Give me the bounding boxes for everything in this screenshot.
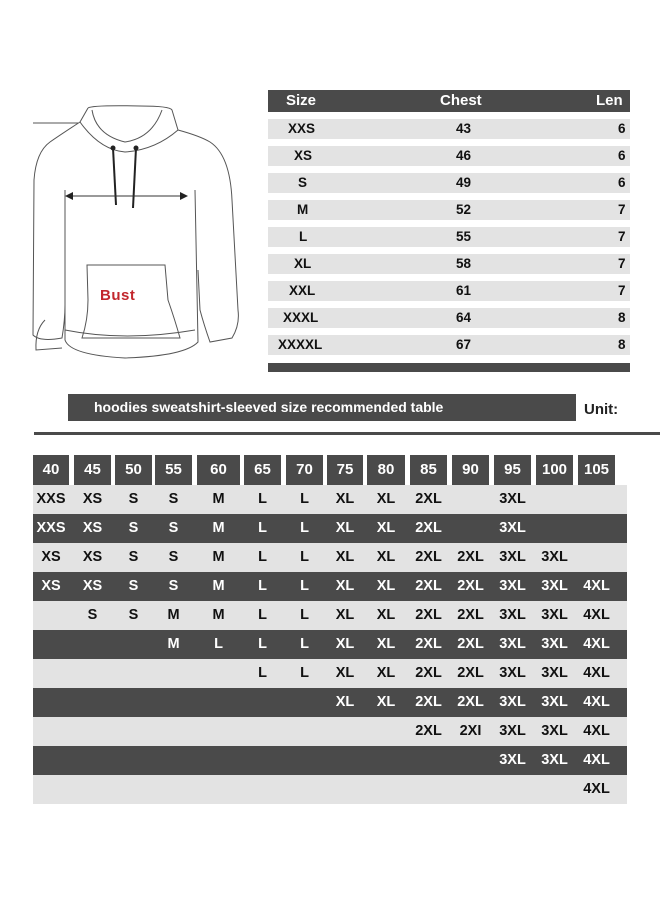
recommendation-cell: L [300, 520, 309, 536]
recommendation-cell: XL [335, 491, 355, 507]
size-row [268, 146, 630, 166]
weight-header-row [33, 455, 627, 485]
recommendation-cell: 3XL [499, 694, 526, 710]
recommendation-cell: L [258, 607, 267, 623]
recommendation-cell: 3XL [499, 578, 526, 594]
recommendation-cell: XL [376, 636, 396, 652]
length-cell: 8 [618, 337, 626, 352]
recommendation-cell: S [128, 491, 139, 507]
weight-header-cell: 45 [74, 455, 111, 485]
recommendation-cell: XL [376, 665, 396, 681]
recommendation-cell: 2XL [457, 665, 484, 681]
size-row [268, 119, 630, 139]
recommendation-cell: XL [376, 578, 396, 594]
recommendation-row [33, 630, 627, 659]
recommendation-cell: S [168, 491, 179, 507]
hoodie-diagram [0, 80, 260, 380]
recommendation-row [33, 688, 627, 717]
recommendation-cell: 2XL [415, 520, 442, 536]
recommendation-cell: 2XL [457, 636, 484, 652]
recommendation-cell: S [128, 549, 139, 565]
unit-label: Unit: [584, 401, 619, 418]
recommendation-cell: 2XL [415, 665, 442, 681]
recommendation-cell: 2XL [415, 549, 442, 565]
recommendation-cell: 4XL [583, 636, 610, 652]
recommendation-row [33, 514, 627, 543]
recommendation-cell: 3XL [499, 491, 526, 507]
size-row [268, 281, 630, 301]
recommendation-cell: 2XL [415, 578, 442, 594]
size-row [268, 335, 630, 355]
recommendation-cell: 2XL [457, 549, 484, 565]
chest-cell: 46 [456, 148, 472, 163]
recommendation-cell: S [128, 578, 139, 594]
recommendation-cell: XS [82, 549, 103, 565]
recommendation-cell: 4XL [583, 781, 610, 797]
recommendation-cell: M [212, 578, 225, 594]
recommendation-cell: XL [335, 578, 355, 594]
recommendation-cell: L [258, 578, 267, 594]
chest-cell: 58 [456, 256, 472, 271]
recommendation-cell: M [167, 607, 180, 623]
weight-header-cell: 50 [115, 455, 152, 485]
recommendation-cell: 3XL [499, 636, 526, 652]
recommendation-cell: L [258, 491, 267, 507]
recommendation-cell: XS [82, 520, 103, 536]
recommendation-cell: XL [335, 665, 355, 681]
size-cell: S [298, 175, 308, 190]
weight-header-cell: 80 [367, 455, 405, 485]
weight-header-cell: 55 [155, 455, 192, 485]
chest-cell: 61 [456, 283, 472, 298]
recommendation-row [33, 717, 627, 746]
size-row [268, 227, 630, 247]
recommendation-cell: 3XL [499, 752, 526, 768]
recommendation-row [33, 572, 627, 601]
weight-header-cell: 100 [536, 455, 573, 485]
length-cell: 6 [618, 148, 626, 163]
recommendation-cell: 4XL [583, 665, 610, 681]
recommendation-cell: 2XL [415, 636, 442, 652]
recommendation-cell: 3XL [541, 723, 568, 739]
recommendation-cell: 3XL [541, 549, 568, 565]
length-cell: 6 [618, 175, 626, 190]
weight-header-cell: 60 [197, 455, 240, 485]
chest-cell: 52 [456, 202, 472, 217]
bust-label: Bust [100, 287, 136, 304]
recommendation-cell: XL [335, 694, 355, 710]
recommendation-cell: S [128, 520, 139, 536]
recommendation-cell: L [300, 491, 309, 507]
hoodie-outline-icon [0, 80, 260, 380]
recommendation-cell: 2XL [457, 607, 484, 623]
recommendation-cell: 3XL [499, 607, 526, 623]
length-cell: 6 [618, 121, 626, 136]
size-row [268, 200, 630, 220]
size-row [268, 173, 630, 193]
recommendation-row [33, 746, 627, 775]
weight-header-cell: 65 [244, 455, 281, 485]
recommendation-cell: 3XL [541, 694, 568, 710]
length-cell: 8 [618, 310, 626, 325]
recommendation-row [33, 659, 627, 688]
length-cell: 7 [618, 229, 626, 244]
header-size: Size [286, 92, 317, 109]
recommendation-cell: XL [376, 549, 396, 565]
recommendation-cell: 4XL [583, 578, 610, 594]
size-recommendation-table [33, 455, 627, 804]
recommendation-cell: XL [335, 549, 355, 565]
recommendation-cell: 3XL [541, 578, 568, 594]
recommendation-cell: L [258, 520, 267, 536]
recommendation-cell: L [258, 665, 267, 681]
recommendation-row [33, 775, 627, 804]
size-cell: XXS [288, 121, 316, 136]
size-table-header [268, 90, 630, 112]
length-cell: 7 [618, 202, 626, 217]
divider [34, 432, 660, 435]
header-chest: Chest [440, 92, 482, 109]
recommendation-cell: S [128, 607, 139, 623]
recommendation-cell: 4XL [583, 752, 610, 768]
recommendation-cell: XXS [36, 520, 66, 536]
recommendation-cell: 3XL [499, 723, 526, 739]
recommendation-row [33, 543, 627, 572]
recommendation-cell: S [168, 520, 179, 536]
recommendation-cell: 4XL [583, 607, 610, 623]
banner-title: hoodies sweatshirt-sleeved size recommended table [94, 399, 444, 415]
weight-header-cell: 70 [286, 455, 323, 485]
recommendation-cell: XL [335, 607, 355, 623]
recommendation-cell: 2XL [415, 491, 442, 507]
size-cell: XS [294, 148, 313, 163]
recommendation-cell: 2XL [457, 578, 484, 594]
recommendation-cell: 3XL [499, 549, 526, 565]
recommendation-cell: XL [376, 491, 396, 507]
length-cell: 7 [618, 256, 626, 271]
recommendation-cell: XS [82, 578, 103, 594]
weight-header-cell: 75 [327, 455, 363, 485]
recommendation-cell: M [212, 491, 225, 507]
recommendation-cell: S [168, 578, 179, 594]
recommendation-cell: 4XL [583, 723, 610, 739]
size-cell: M [297, 202, 309, 217]
recommendation-cell: 3XL [541, 607, 568, 623]
weight-header-cell: 95 [494, 455, 531, 485]
recommendation-cell: XS [41, 549, 61, 565]
recommendation-cell: M [212, 607, 225, 623]
recommendation-cell: 2XL [457, 694, 484, 710]
recommended-table-banner [68, 394, 576, 421]
recommendation-cell: XL [376, 607, 396, 623]
recommendation-cell: 3XL [541, 665, 568, 681]
length-cell: 7 [618, 283, 626, 298]
recommendation-cell: M [167, 636, 180, 652]
recommendation-cell: 3XL [541, 636, 568, 652]
size-table-footer-bar [268, 363, 630, 372]
size-row [268, 254, 630, 274]
recommendation-cell: S [168, 549, 179, 565]
recommendation-cell: L [258, 636, 267, 652]
recommendation-cell: 2XL [415, 694, 442, 710]
size-measurement-table [268, 90, 630, 372]
recommendation-cell: S [87, 607, 98, 623]
size-cell: L [299, 229, 308, 244]
header-length: Len [596, 92, 623, 109]
chest-cell: 67 [456, 337, 472, 352]
recommendation-cell: 4XL [583, 694, 610, 710]
recommendation-cell: L [258, 549, 267, 565]
recommendation-cell: L [300, 578, 309, 594]
recommendation-cell: XXS [36, 491, 66, 507]
recommendation-row [33, 601, 627, 630]
chest-cell: 49 [456, 175, 472, 190]
recommendation-cell: L [214, 636, 223, 652]
recommendation-cell: L [300, 607, 309, 623]
recommendation-cell: 2XI [459, 723, 482, 739]
recommendation-row [33, 485, 627, 514]
recommendation-cell: XL [335, 520, 355, 536]
recommendation-cell: M [212, 549, 225, 565]
weight-header-cell: 85 [410, 455, 447, 485]
size-cell: XL [294, 256, 312, 271]
weight-header-cell: 90 [452, 455, 489, 485]
recommendation-cell: 3XL [541, 752, 568, 768]
recommendation-cell: XL [376, 520, 396, 536]
recommendation-cell: 3XL [499, 520, 526, 536]
recommendation-cell: 3XL [499, 665, 526, 681]
recommendation-cell: 2XL [415, 607, 442, 623]
recommendation-cell: XL [376, 694, 396, 710]
chest-cell: 55 [456, 229, 472, 244]
recommendation-cell: XS [82, 491, 103, 507]
weight-header-cell: 40 [33, 455, 69, 485]
recommendation-cell: XL [335, 636, 355, 652]
weight-header-cell: 105 [578, 455, 615, 485]
recommendation-cell: M [212, 520, 225, 536]
recommendation-cell: L [300, 665, 309, 681]
chest-cell: 43 [456, 121, 472, 136]
size-cell: XXXXL [278, 337, 323, 352]
size-cell: XXL [289, 283, 316, 298]
chest-cell: 64 [456, 310, 472, 325]
recommendation-cell: XS [41, 578, 61, 594]
recommendation-cell: L [300, 549, 309, 565]
recommendation-cell: 2XL [415, 723, 442, 739]
size-row [268, 308, 630, 328]
recommendation-cell: L [300, 636, 309, 652]
size-cell: XXXL [283, 310, 319, 325]
